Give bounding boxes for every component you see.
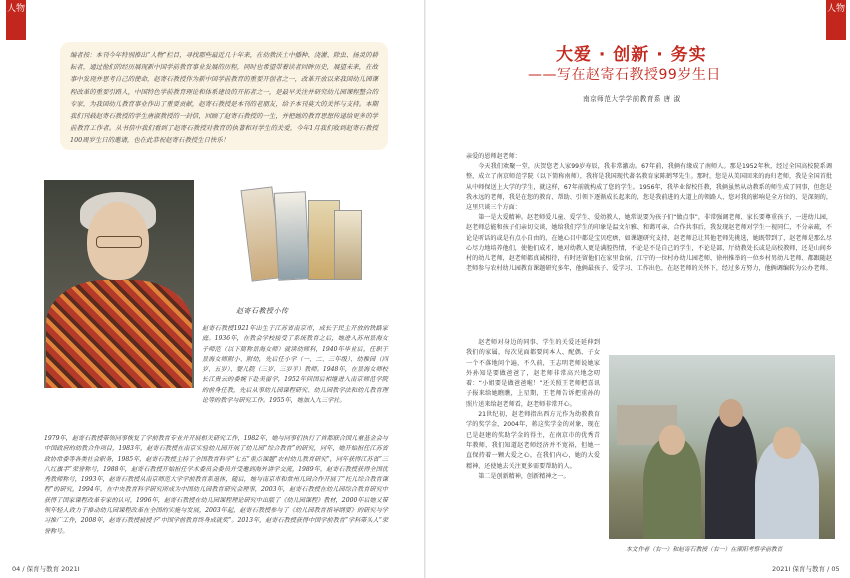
letter-paragraph: 第二是创新精神，创新精神之一。 <box>478 472 570 480</box>
book-4 <box>334 210 362 280</box>
letter-paragraph: 今天我们欢聚一堂，庆贺您老人家99岁寿辰，我非常激动。67年前，我俩有缘成了南师人。那是1952年秋，经过全国高校院系调整，成立了南京师范学院（以下简称南师），我将是我国现代著名教育家陈鹤琴先生。那时，您是从美国回来的海归老师，我是全国首批从中师保送上大学的学生，就这样，67年前就构成了您的学生。1956年，我毕业留校任教，我俩虽然从动教系的师生成了同事，但您是我永远的老师，我是在您的教育、帮助、引领下逐渐成长起来的，您是我前进的大道上的领路人，您对我的影响是全方位的、是深刻的，这里只谈三个方面： <box>466 163 832 212</box>
group-photo <box>609 355 835 539</box>
bio-full-text: 1979年，赵寄石教授带领同事恢复了学前教育专业并开展相关研究工作，1982年，她与同事们执行了首都联合国儿童基金会与中国政府的幼教合作项目，1983年，赵寄石教授在南京实验幼儿园开展了幼儿园“综合教育”的研究，同年，她开始担任江苏省政协常委等各类社会职务，1985年，赵寄石教授主持了全国教育科学“七五”重点课题“农村幼儿教育研究”，同年获得江苏省“三八红旗手”荣誉称号，1988年，赵寄石教授开始担任学术委员会委员并受邀到海外讲学交流，1989年，赵寄石教授获得全国优秀教师称号，1993年，赵寄石教授从南京师范大学学前教育系退休，随后，她与南京市和常州儿园合作开展了“托儿综合教育课程”的研究，1994年，在中央教育科学研究所成为中国幼儿园教育研究会理事，2003年，赵寄石教授在幼儿园综合教育研究中获得了国家课程改革专家的认可，1996年，赵寄石教授在幼儿园课程理论研究中出版了《幼儿园课程》教材，2000年后她又带领年轻人致力于推动幼儿园课程改革在全国的实施与发展，2003年起，赵寄石教授参与了《幼儿园教育指导纲要》的研究与学习推广工作，2008年，赵寄石教授被授予“中国学前教育终身成就奖”。2013年，赵寄石教授获得中国学前教育“学科带头人”荣誉称号。 <box>44 435 388 535</box>
person-center <box>705 411 757 539</box>
portrait-shirt <box>46 280 192 388</box>
bio-heading: 赵寄石教授小传 <box>236 307 289 315</box>
photo-caption: 本文作者（右一）和赵寄石教授（右一）在溧阳考察学前教育 <box>626 547 783 553</box>
article-title: 大爱 · 创新 · 务实 <box>556 45 707 65</box>
portrait-photo <box>44 180 194 388</box>
books-photo <box>242 180 362 280</box>
person-left-head <box>659 425 685 455</box>
section-tab-left: 人物 <box>6 0 26 40</box>
article-author: 南京师范大学学前教育系 唐 淑 <box>583 95 681 103</box>
letter-paragraph: 第一是大爱精神。赵老师爱儿童、爱学生、爱幼教人，她常说要为孩子们“做点事”，非常强调老师、家长要尊重孩子，一进幼儿园，赵老师总能和孩子们亲切交谈，她给我们学生的印象是温文尔雅、和蔼可亲，合作共事后，我发现赵老师对学生一视同仁，不分亲疏，不论是听话的或是有点小自由的，在她心目中都是宝贝疙瘩，如课题研究支持，赵老师总让其他老师先挑选，她既带到了，赵老师是那么尽心尽力地培养他们，使他们成才，她对幼教人更是满腔热情，不论是不是自己的学生，不论是部、厅幼教处长或是高校教师，还是山间乡村的幼儿老师，赵老师都真诚相待，有时还留他们在家里食宿，江宁的一位村办幼儿园老师、徐州推举的一位乡村男幼儿老师、都跟随赵老师参与农村幼儿园教育课题研究多年，他俩最孩子、爱学习、工作出色，在赵老师的关怀下，经过多方努力，他俩调编转为公办老师。 <box>466 214 832 273</box>
page-footer-right: 2021I 保育与教育 / 05 <box>772 565 840 573</box>
letter-body <box>466 152 832 274</box>
person-right-head <box>773 427 801 459</box>
person-center-head <box>719 399 743 427</box>
article-subtitle: ——写在赵寄石教授99岁生日 <box>528 67 721 83</box>
page-gutter <box>424 0 426 578</box>
book-2 <box>274 191 311 281</box>
letter-column <box>466 338 600 482</box>
portrait-glasses <box>96 236 142 248</box>
letter-paragraph: 21世纪初，赵老师指出西方元作为幼教教育学的奖学金，2004年，蒋这奖学金的对象，现在已是赵建的奖助学金的得主，在南京市的优秀青年教师，我们知道赵老师经济并不宽裕，但她一直保持着一颗大爱之心，在我们内心，她的大爱精神，还使她去关注更多需要帮助的人。 <box>466 411 600 470</box>
page-footer-left: 04 / 保育与教育 2021I <box>12 565 80 573</box>
letter-greeting: 亲爱的恩师赵老师： <box>466 153 521 160</box>
section-tab-right: 人物 <box>826 0 846 40</box>
letter-paragraph: 赵老师对身边的同事、学生的关爱还延伸到我们的家属，每次见面都要问本人、配偶、子女一个不落地问个遍，不久前，王志明老师说她家外孙知是要做爸爸了，赵老师非常高兴地念叨着：“小姐要是做爸爸啦！”还关照王老师把喜讯子报来给她瞧瞧，上星期，王老师告诉把重孙的照片送来给赵老师看，赵老师非常开心。 <box>466 339 600 408</box>
editor-note-box: 编者按：本刊今年特别推出“人物”栏目，寻找那些最近几十年来，在幼教沃土中播种、浇灌、除虫、扬灵的耕耘者，通过他们的经历展现新中国学前教育事业发展的历程，同时也希望带着读者回眸历史，展望未来，在故事中发现并思考自己的使命，赵寄石教授作为新中国学前教育的重要开创者之一，改革开放以来我国幼儿园课程改革的重要引路人，中国特色学前教育理论和体系建设的开拓者之一，是最早关注并研究幼儿园课程整合的专家，为我国幼儿教育事业作出了重要贡献，赵寄石教授是本刊的老朋友，给予本刊莫大的关怀与支持。本期我们刊载赵寄石教授的学生唐淑教授的一封信，回顾了赵寄石教授的一生，并把她的教育思想传递给更多的学前教育工作者。从书信中我们看到了赵寄石教授对教育的执著和对学生的关爱，今年1月我们收到赵寄石教授100周岁生日的邀请，也在此恭祝赵寄石教授生日快乐！ <box>60 42 388 150</box>
bio-column-text: 赵寄石教授1921年出生于江苏省南京市，成长于民主开放的铁路家庭。1936年，在教会学校接受了系统教育之后，她进入苏州景海女子师范（以下简称景海女师）就读幼师科，1940年毕业后，任职于景海女师附小、附幼，先后任小学（一、二、三年级）、幼稚园（四岁、五岁）、婴儿院（三岁、三岁半）教师。1948年，在景海女师校长江贵云的委婉下赴美留学，1952年回国后相继进入南京师范学院的前身任教，先后从事幼儿园课程研究、幼儿园教学法和幼儿教育理论等的教学与研究工作。1955年，她加入九三学社。 <box>202 325 388 405</box>
